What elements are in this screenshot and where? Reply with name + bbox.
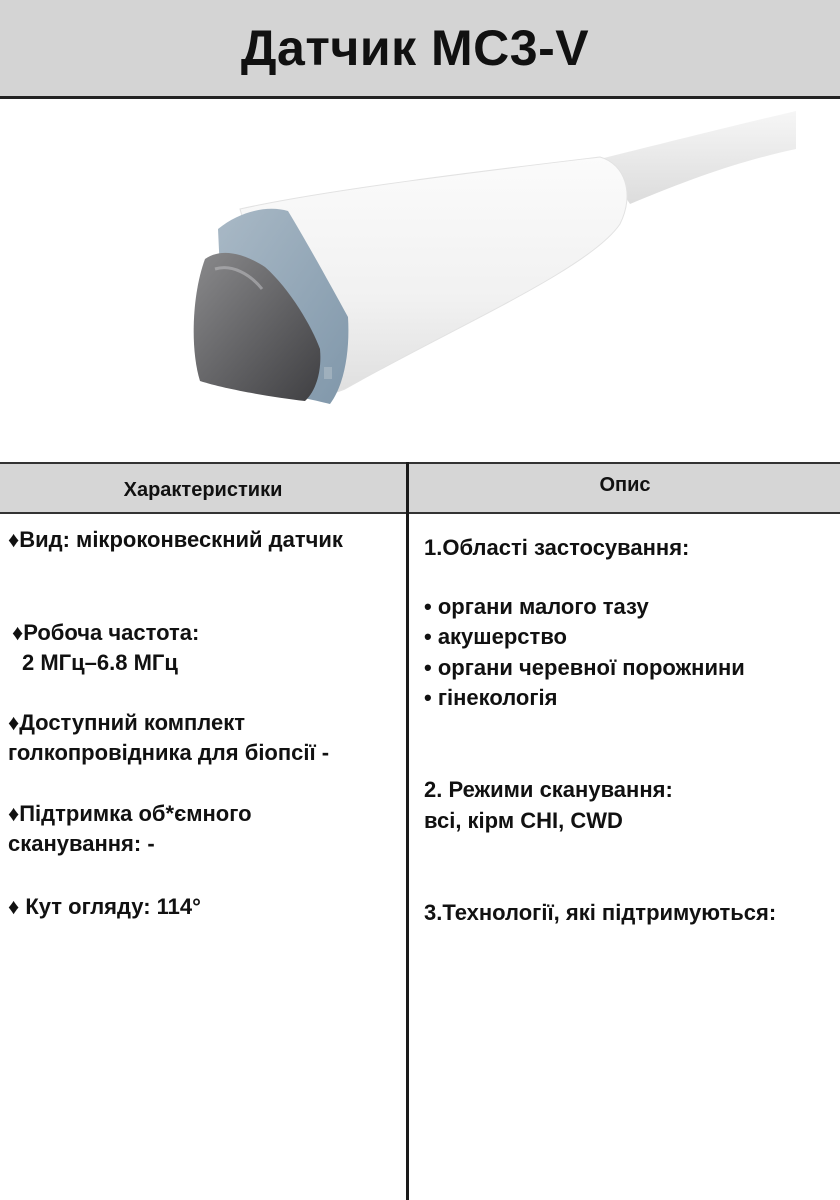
- table-header: [0, 462, 840, 514]
- column-divider: [406, 462, 409, 1200]
- probe-type: ♦Вид: мікроконвескний датчик: [8, 527, 343, 552]
- scan-modes-heading: 2. Режими сканування:: [424, 777, 673, 802]
- frequency-label: ♦Робоча частота:: [12, 620, 200, 645]
- biopsy-kit-line1: ♦Доступний комплект: [8, 710, 245, 735]
- application-areas-heading: 1.Області застосування:: [424, 535, 690, 560]
- biopsy-kit-line2: голкопровідника для біопсії -: [8, 740, 330, 765]
- volume-scan-line1: ♦Підтримка об*ємного: [8, 801, 252, 826]
- list-item: • органи черевної порожнини: [424, 655, 745, 680]
- scan-modes-value: всі, кірм CHI, CWD: [424, 808, 623, 833]
- frequency-value: 2 МГц–6.8 МГц: [22, 650, 178, 675]
- list-item: • органи малого тазу: [424, 594, 649, 619]
- page-title: Датчик MC3-V: [240, 20, 590, 76]
- view-angle: ♦ Кут огляду: 114°: [8, 894, 201, 919]
- title-bar: [0, 0, 840, 99]
- supported-technologies-heading: 3.Технології, які підтримуються:: [424, 900, 777, 925]
- list-item: • акушерство: [424, 624, 567, 649]
- list-item: • гінекологія: [424, 685, 558, 710]
- volume-scan-line2: сканування: -: [8, 831, 155, 856]
- ultrasound-probe-image: [0, 99, 840, 459]
- description-column-header: Опис: [599, 473, 651, 496]
- characteristics-column-header: Характеристики: [123, 478, 283, 501]
